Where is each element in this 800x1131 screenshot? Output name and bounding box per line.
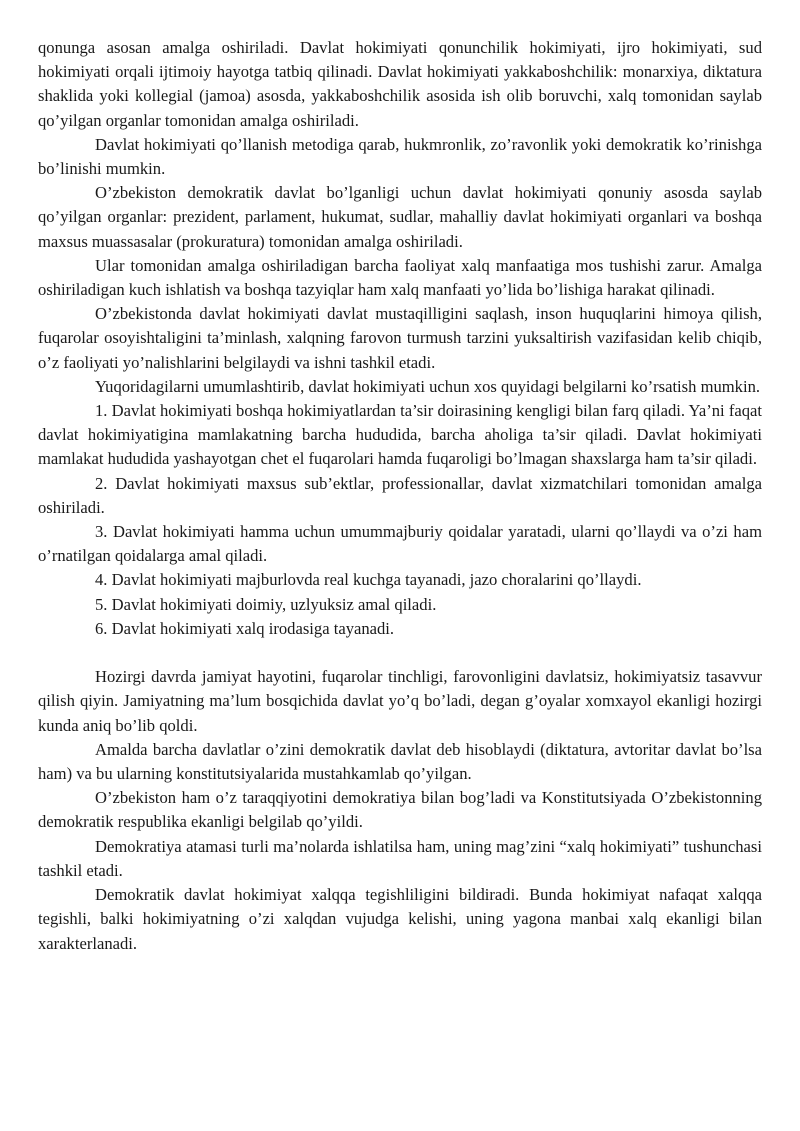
paragraph: O’zbekistonda davlat hokimiyati davlat mustaqilligini saqlash, inson huquqlarini himoya qilish, fuqarolar osoyishtaligini ta’minlash, xalqning farovon turmush tarzini yuksaltirish vazifasidan kelib chiqib, o’z faoliyati yo’nalishlarini belgilaydi va ishni tashkil etadi. <box>38 304 762 372</box>
paragraph: Demokratiya atamasi turli ma’nolarda ishlatilsa ham, uning mag’zini “xalq hokimiyati” tushunchasi tashkil etadi. <box>38 836 762 880</box>
list-item: 3. Davlat hokimiyati hamma uchun umummajburiy qoidalar yaratadi, ularni qo’llaydi va o’zi ham o’rnatilgan qoidalarga amal qiladi. <box>38 522 762 566</box>
paragraph: Amalda barcha davlatlar o’zini demokratik davlat deb hisoblaydi (diktatura, avtoritar davlat bo’lsa ham) va bu ularning konstitutsiyalarida mustahkamlab qo’yilgan. <box>38 739 762 784</box>
paragraph: O’zbekiston demokratik davlat bo’lganligi uchun davlat hokimiyati qonuniy asosda saylab qo’yilgan organlar: prezident, parlament, hukumat, sudlar, mahalliy davlat hokimiyati organlari va boshqa maxsus muassasalar (prokuratura) tomonidan amalga oshiriladi. <box>38 183 762 251</box>
list-item: 6. Davlat hokimiyati xalq irodasiga tayanadi. <box>95 618 395 638</box>
paragraph: O’zbekiston ham o’z taraqqiyotini demokratiya bilan bog’ladi va Konstitutsiyada O’zbekistonning demokratik respublika ekanligi belgilab qo’yildi. <box>38 788 762 832</box>
paragraph: Hozirgi davrda jamiyat hayotini, fuqarolar tinchligi, farovonligini davlatsiz, hokimiyatsiz tasavvur qilish qiyin. Jamiyatning ma’lum bosqichida davlat yo’q bo’ladi, degan g’oyalar xomxayol ekanligi hozirgi kunda aniq bo’lib qoldi. <box>38 667 762 735</box>
list-item: 2. Davlat hokimiyati maxsus sub’ektlar, professionallar, davlat xizmatchilari tomonidan amalga oshiriladi. <box>38 473 762 517</box>
paragraph: Davlat hokimiyati qo’llanish metodiga qarab, hukmronlik, zo’ravonlik yoki demokratik ko’rinishga bo’linishi mumkin. <box>38 134 762 179</box>
list-item: 4. Davlat hokimiyati majburlovda real kuchga tayanadi, jazo choralarini qo’llaydi. <box>95 570 642 590</box>
paragraph: qonunga asosan amalga oshiriladi. Davlat hokimiyati qonunchilik hokimiyati, ijro hokimiyati, sud hokimiyati orqali ijtimoiy hayotga tatbiq qilinadi. Davlat hokimiyati yakkaboshchilik: monarxiya, diktatura shaklida yoki kollegial (jamoa) asosda, yakkaboshchilik asosida ish olib boruvchi, xalq tomonidan saylab qo’yilgan organlar tomonidan amalga oshiriladi. <box>38 38 762 130</box>
list-item: 1. Davlat hokimiyati boshqa hokimiyatlardan ta’sir doirasining kengligi bilan farq qiladi. Ya’ni faqat davlat hokimiyatigina mamlakatning barcha hududida, barcha aholiga ta’sir qiladi. Davlat hokimiyati mamlakat hududida yashayotgan chet el fuqarolari hamda fuqaroligi bo’lmagan shaxslarga ham ta’sir qiladi. <box>38 401 762 469</box>
document-page <box>38 36 762 956</box>
paragraph: Ular tomonidan amalga oshiriladigan barcha faoliyat xalq manfaatiga mos tushishi zarur. Amalga oshiriladigan kuch ishlatish va boshqa tazyiqlar ham xalq manfaati yo’lida bo’lishiga harakat qilinadi. <box>38 255 762 300</box>
paragraph-gap <box>38 641 762 665</box>
paragraph: Demokratik davlat hokimiyat xalqqa tegishliligini bildiradi. Bunda hokimiyat nafaqat xalqqa tegishli, balki hokimiyatning o’zi xalqdan vujudga kelishi, uning yagona manbai xalq ekanligi bilan xarakterlanadi. <box>38 885 762 953</box>
list-item: 5. Davlat hokimiyati doimiy, uzlyuksiz amal qiladi. <box>95 594 437 614</box>
paragraph: Yuqoridagilarni umumlashtirib, davlat hokimiyati uchun xos quyidagi belgilarni ko’rsatish mumkin. <box>95 376 761 396</box>
